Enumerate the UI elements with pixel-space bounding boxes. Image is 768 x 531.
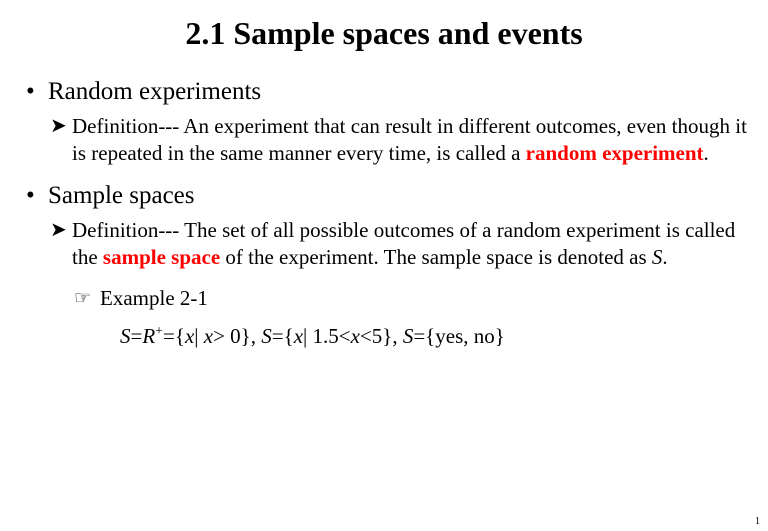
definition-text-suffix: . [703,140,709,165]
definition-variable-s: S [651,245,663,270]
example-formula [14,323,752,350]
formula-r: R [142,323,156,348]
definition-text-suffix: . [662,245,668,270]
bullet-dot-icon: • [26,78,35,106]
formula-set3: ={yes, no} [413,323,505,348]
definition-emphasis-random-experiment: random experiment [525,140,704,165]
example-heading [14,285,752,312]
definition-random-experiment [14,113,752,168]
formula-open2: ={ [271,323,294,348]
formula-s1: S [120,323,131,348]
pointing-hand-icon: ☞ [74,288,92,310]
formula-x2b: x [350,323,360,348]
arrow-bullet-icon: ➤ [50,114,67,137]
formula-s3: S [402,323,414,348]
formula-eq1: = [130,323,143,348]
example-label: Example 2-1 [100,286,208,311]
formula-bar2: | 1.5< [303,323,351,348]
formula-cond2: <5}, [359,323,403,348]
formula-x2a: x [293,323,304,348]
formula-s2: S [261,323,272,348]
bullet-label-sample-spaces: Sample spaces [48,182,195,210]
bullet-label-random-experiments: Random experiments [48,78,262,106]
arrow-bullet-icon: ➤ [50,218,67,241]
definition-text-prefix: Definition--- An experiment that can result in different outcomes, even though it is repeated in the same manner every time, is called a [72,113,747,165]
bullet-random-experiments [14,77,752,107]
definition-emphasis-sample-space: sample space [102,245,221,270]
formula-cond1: > 0}, [213,323,262,348]
formula-open1: ={ [163,323,185,348]
formula-x1b: x [203,323,214,348]
formula-x1a: x [184,323,195,348]
formula-r-superscript: + [155,322,163,338]
page-number: 1 [755,516,760,527]
formula-bar1: | [194,323,204,348]
bullet-sample-spaces [14,181,752,211]
bullet-dot-icon: • [26,182,35,210]
definition-sample-space [14,217,752,272]
definition-text-mid: of the experiment. The sample space is denoted as [220,245,652,270]
slide-body [0,51,768,350]
definition-text-prefix: Definition--- The set of all possible outcomes of a random experiment is called the [72,217,736,270]
page-title: 2.1 Sample spaces and events [185,15,583,51]
